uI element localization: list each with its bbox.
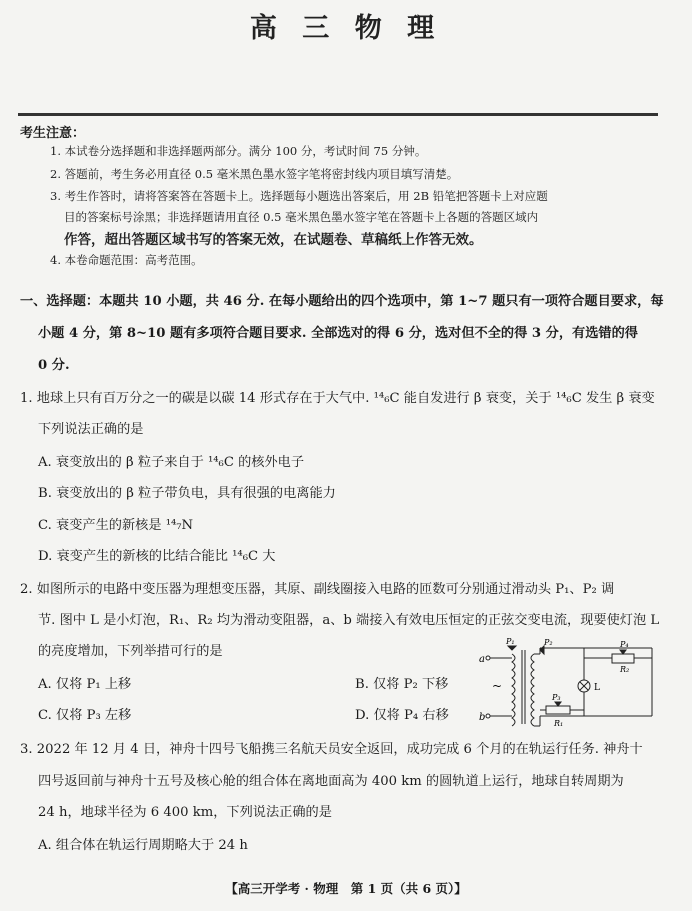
- q1-option-a: A. 衰变放出的 β 粒子来自于 ¹⁴₆C 的核外电子: [38, 455, 305, 470]
- label-p4: P₄: [620, 640, 629, 649]
- notice-item-4: 4. 本卷命题范围：高考范围。: [50, 253, 203, 267]
- q2-option-b: B. 仅将 P₂ 下移: [355, 677, 449, 692]
- section-1-line-1: 一、选择题：本题共 10 小题，共 46 分. 在每小题给出的四个选项中，第 1~7 题只有一项符合题目要求，每: [20, 294, 664, 309]
- q2-option-d: D. 仅将 P₄ 右移: [355, 708, 449, 723]
- label-lamp: L: [594, 683, 600, 693]
- q3-option-a: A. 组合体在轨运行周期略大于 24 h: [38, 838, 248, 853]
- section-1-line-3: 0 分.: [38, 358, 70, 373]
- page-footer: 【高三开学考 · 物理 第 1 页（共 6 页）】: [225, 881, 467, 896]
- section-1-line-2: 小题 4 分，第 8~10 题有多项符合题目要求. 全部选对的得 6 分，选对但不全的得 3 分，有选错的得: [38, 326, 638, 341]
- q1-option-b: B. 衰变放出的 β 粒子带负电，具有很强的电离能力: [38, 486, 336, 501]
- label-a: a: [479, 654, 485, 665]
- q3-stem-line-3: 24 h，地球半径为 6 400 km，下列说法正确的是: [38, 805, 332, 820]
- q3-stem-line-1: 3. 2022 年 12 月 4 日，神舟十四号飞船携三名航天员安全返回，成功完成 6 个月的在轨运行任务. 神舟十: [20, 742, 643, 757]
- q3-stem-line-2: 四号返回前与神舟十五号及核心舱的组合体在离地面高为 400 km 的圆轨道上运行，地球自转周期为: [38, 774, 624, 789]
- q2-option-a: A. 仅将 P₁ 上移: [38, 677, 132, 692]
- notice-item-3-cont: 目的答案标号涂黑；非选择题请用直径 0.5 毫米黑色墨水签字笔在答题卡上各题的答题区域内: [64, 210, 539, 224]
- label-p3: P₃: [552, 693, 561, 702]
- q2-stem-line-1: 2. 如图所示的电路中变压器为理想变压器，其原、副线圈接入电路的匝数可分别通过滑动头 P₁、P₂ 调: [20, 582, 615, 597]
- label-p2: P₂: [544, 638, 553, 647]
- q2-stem-line-3: 的亮度增加，下列举措可行的是: [38, 644, 223, 659]
- notice-item-3: 3. 考生作答时，请将答案答在答题卡上。选择题每小题选出答案后，用 2B 铅笔把答题卡上对应题: [50, 189, 548, 203]
- q1-option-c: C. 衰变产生的新核是 ¹⁴₇N: [38, 518, 194, 533]
- label-b: b: [479, 712, 486, 723]
- label-r2: R₂: [620, 665, 630, 674]
- header-divider: [18, 113, 658, 116]
- label-p1: P₁: [506, 637, 515, 646]
- notice-item-1: 1. 本试卷分选择题和非选择题两部分。满分 100 分，考试时间 75 分钟。: [50, 144, 427, 158]
- notice-item-2: 2. 答题前，考生务必用直径 0.5 毫米黑色墨水签字笔将密封线内项目填写清楚。: [50, 167, 459, 181]
- q1-stem-line-2: 下列说法正确的是: [38, 422, 144, 437]
- q1-stem-line-1: 1. 地球上只有百万分之一的碳是以碳 14 形式存在于大气中. ¹⁴₆C 能自发进行 β 衰变，关于 ¹⁴₆C 发生 β 衰变: [20, 391, 655, 406]
- q2-stem-line-2: 节. 图中 L 是小灯泡，R₁、R₂ 均为滑动变阻器，a、b 端接入有效电压恒定的正弦交变电流，现要使灯泡 L: [38, 613, 660, 628]
- label-r1: R₁: [554, 719, 564, 728]
- notice-heading: 考生注意：: [20, 126, 86, 141]
- q2-option-c: C. 仅将 P₃ 左移: [38, 708, 132, 723]
- page-title: 高 三 物 理: [249, 13, 443, 44]
- circuit-diagram: [474, 636, 664, 728]
- q1-option-d: D. 衰变产生的新核的比结合能比 ¹⁴₆C 大: [38, 549, 276, 564]
- label-tilde: ~: [492, 679, 503, 693]
- notice-item-3-bold: 作答，超出答题区域书写的答案无效，在试题卷、草稿纸上作答无效。: [64, 232, 483, 248]
